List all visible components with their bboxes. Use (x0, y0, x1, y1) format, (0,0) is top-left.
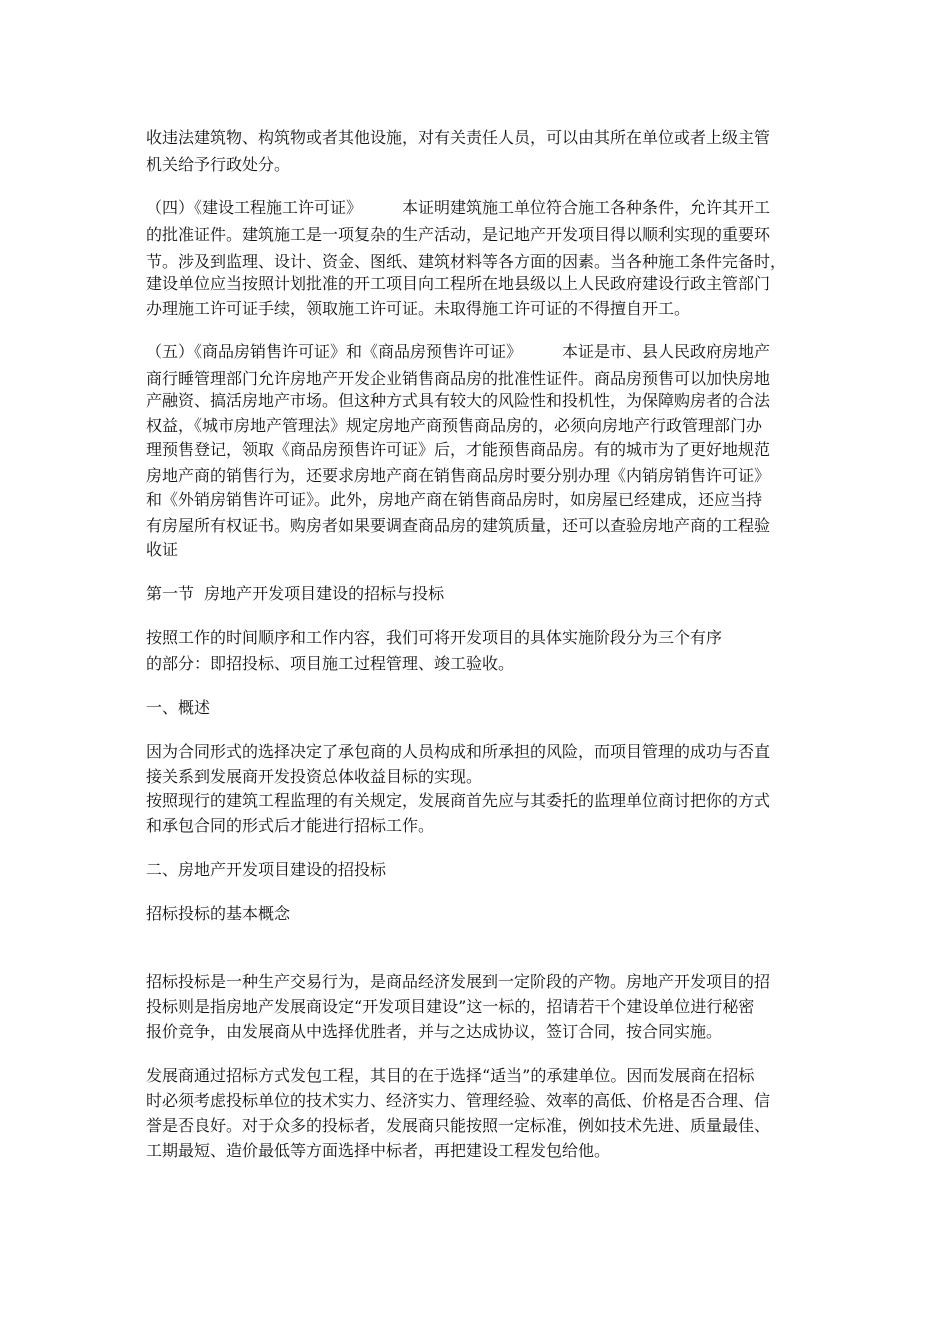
text-line: 誉是否良好。对于众多的投标者，发展商只能按照一定标准，例如技术先进、质量最佳、 (146, 1116, 771, 1135)
text-line: 时必须考虑投标单位的技术实力、经济实力、管理经验、效率的高低、价格是否合理、信 (146, 1091, 771, 1110)
text-line: 房地产商的销售行为，还要求房地产商在销售商品房时要分别办理《内销房销售许可证》 (146, 466, 771, 485)
text-line: 建设单位应当按照计划批准的开工项目向工程所在地县级以上人民政府建设行政主管部门 (146, 274, 771, 293)
text-line: 按照工作的时间顺序和工作内容，我们可将开发项目的具体实施阶段分为三个有序 (146, 628, 723, 647)
text-line: 节。涉及到监理、设计、资金、图纸、建筑材料等各方面的因素。当各种施工条件完备时， (146, 252, 787, 271)
text-line: 工期最短、造价最低等方面选择中标者，再把建设工程发包给他。 (146, 1141, 611, 1160)
text-line: 理预售登记，领取《商品房预售许可证》后，才能预售商品房。有的城市为了更好地规范 (146, 440, 771, 459)
text-line: 机关给予行政处分。 (146, 155, 291, 174)
text-line: 因为合同形式的选择决定了承包商的人员构成和所承担的风险，而项目管理的成功与否直 (146, 742, 771, 761)
text-line: 报价竞争，由发展商从中选择优胜者，并与之达成协议，签订合同，按合同实施。 (146, 1022, 723, 1041)
text-line: 和承包合同的形式后才能进行招标工作。 (146, 816, 435, 835)
text-line: 有房屋所有权证书。购房者如果要调查商品房的建筑质量，还可以查验房地产商的工程验 (146, 516, 771, 535)
text-line: 按照现行的建筑工程监理的有关规定，发展商首先应与其委托的监理单位商讨把你的方式 (146, 791, 771, 810)
text-line: 接关系到发展商开发投资总体收益目标的实现。 (146, 767, 483, 786)
subsection-heading: 二、房地产开发项目建设的招投标 (146, 860, 387, 879)
text-line: 发展商通过招标方式发包工程，其目的在于选择“适当”的承建单位。因而发展商在招标 (146, 1066, 755, 1085)
section-heading: 第一节 房地产开发项目建设的招标与投标 (146, 584, 445, 603)
text-line: 产融资、搞活房地产市场。但这种方式具有较大的风险性和投机性，为保障购房者的合法 (146, 391, 771, 410)
text-line: （五）《商品房销售许可证》和《商品房预售许可证》 本证是市、县人民政府房地产 (146, 342, 771, 361)
text-line: 办理施工许可证手续，领取施工许可证。未取得施工许可证的不得擅自开工。 (146, 299, 691, 318)
subsection-heading: 一、概述 (146, 698, 211, 717)
text-line: 权益，《城市房地产管理法》规定房地产商预售商品房的，必须向房地产行政管理部门办 (146, 416, 763, 435)
text-line: 商行睡管理部门允许房地产开发企业销售商品房的批准性证件。商品房预售可以加快房地 (146, 369, 771, 388)
text-line: 收违法建筑物、构筑物或者其他设施，对有关责任人员，可以由其所在单位或者上级主管 (146, 128, 771, 147)
text-line: 的部分：即招投标、项目施工过程管理、竣工验收。 (146, 654, 515, 673)
text-line: 投标则是指房地产发展商设定“开发项目建设”这一标的，招请若干个建设单位进行秘密 (146, 997, 755, 1016)
subsection-heading: 招标投标的基本概念 (146, 904, 291, 923)
text-line: 招标投标是一种生产交易行为，是商品经济发展到一定阶段的产物。房地产开发项目的招 (146, 972, 771, 991)
text-line: 和《外销房销售许可证》。此外，房地产商在销售商品房时，如房屋已经建成，还应当持 (146, 490, 763, 509)
text-line: 收证 (146, 540, 179, 559)
text-line: 的批准证件。建筑施工是一项复杂的生产活动，是记地产开发项目得以顺利实现的重要环 (146, 225, 771, 244)
text-line: （四）《建设工程施工许可证》 本证明建筑施工单位符合施工各种条件，允许其开工 (146, 198, 771, 217)
